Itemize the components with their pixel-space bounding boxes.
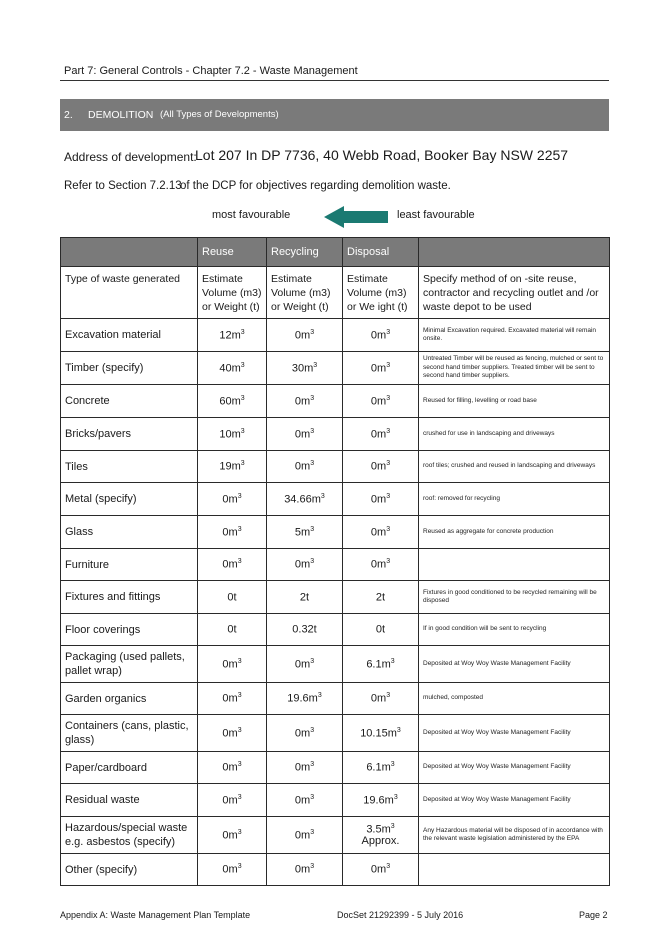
waste-type-cell: Other (specify) [61,854,198,886]
recycling-value: 0m [294,863,311,876]
recycling-cell [267,581,343,614]
table-row [61,319,610,352]
reuse-cell [198,752,267,784]
disposal-unit-power: 3 [390,657,395,665]
disposal-cell [343,319,419,352]
recycling-cell [267,385,343,418]
waste-table [60,237,610,886]
recycling-cell [267,784,343,817]
recycling-value: 0m [294,558,311,571]
disposal-value: 0m [370,428,387,441]
disposal-unit-power: 3 [390,822,395,830]
reuse-cell [198,581,267,614]
disposal-value: 0m [370,558,387,571]
table-header-row [61,238,610,267]
reuse-cell [198,451,267,483]
refer-section: Refer to Section 7.2.13 [64,180,182,192]
subheader-reuse: Estimate Volume (m3) or Weight (t) [198,267,267,319]
waste-type-cell: Glass [61,516,198,549]
recycling-cell [267,319,343,352]
method-cell: crushed for use in landscaping and driveways [419,418,610,451]
waste-type-cell: Floor coverings [61,614,198,646]
disposal-cell [343,854,419,886]
recycling-value: 0m [294,658,311,671]
method-cell: roof: removed for recycling [419,483,610,516]
table-row [61,549,610,581]
recycling-value: 2t [299,591,310,604]
subheader-type: Type of waste generated [61,267,198,319]
reuse-unit-power: 3 [237,492,242,500]
reuse-value: 0m [222,526,238,539]
disposal-unit-power: 3 [396,726,401,734]
table-row [61,817,610,854]
method-cell: Reused for filling, levelling or road base [419,385,610,418]
subheader-method: Specify method of on -site reuse, contractor and recycling outlet and /or waste depot to be used [419,267,610,319]
method-cell: Any Hazardous material will be disposed of in accordance with the relevant waste legislation administered by the EPA [419,817,610,854]
reuse-cell [198,683,267,715]
recycling-cell [267,549,343,581]
recycling-unit-power: 3 [310,828,315,836]
disposal-unit-power: 3 [390,761,395,769]
method-cell: Deposited at Woy Woy Waste Management Facility [419,752,610,784]
disposal-cell [343,784,419,817]
reuse-value: 10m [219,428,241,441]
reuse-value: 0t [227,623,237,636]
method-cell: roof tiles; crushed and reused in landscaping and driveways [419,451,610,483]
footer-left: Appendix A: Waste Management Plan Template [60,910,251,920]
reuse-unit-power: 3 [237,692,242,700]
waste-type-cell: Metal (specify) [61,483,198,516]
recycling-cell [267,451,343,483]
reuse-unit-power: 3 [240,361,245,369]
disposal-cell [343,451,419,483]
disposal-unit-power: 3 [386,460,391,468]
reuse-unit-power: 3 [237,525,242,533]
reuse-cell [198,817,267,854]
running-header: Part 7: General Controls - Chapter 7.2 - Waste Management [64,65,358,77]
waste-type-cell: Furniture [61,549,198,581]
table-row [61,784,610,817]
method-cell: Deposited at Woy Woy Waste Management Facility [419,784,610,817]
waste-type-cell: Packaging (used pallets, pallet wrap) [61,646,198,683]
subheader-recycling: Estimate Volume (m3) or Weight (t) [267,267,343,319]
waste-type-cell: Fixtures and fittings [61,581,198,614]
address-label: Address of development: [64,150,197,164]
recycling-value: 0m [294,727,311,740]
waste-type-cell: Containers (cans, plastic, glass) [61,715,198,752]
method-cell: Reused as aggregate for concrete production [419,516,610,549]
reuse-cell [198,319,267,352]
reuse-unit-power: 3 [240,427,245,435]
reuse-value: 40m [219,362,241,375]
header-recycling: Recycling [267,238,343,267]
reuse-value: 0m [222,727,238,740]
reuse-cell [198,614,267,646]
disposal-value: 10.15m [360,727,397,740]
waste-type-cell: Garden organics [61,683,198,715]
method-cell [419,854,610,886]
waste-type-cell: Paper/cardboard [61,752,198,784]
recycling-unit-power: 3 [310,427,315,435]
refer-text: of the DCP for objectives regarding demolition waste. [180,180,451,192]
reuse-unit-power: 3 [237,657,242,665]
footer-center: DocSet 21292399 - 5 July 2016 [337,910,464,920]
method-cell: Untreated Timber will be reused as fencing, mulched or sent to second hand timber suppliers. Treated timber will be sent to second hand timber suppliers. [419,352,610,385]
disposal-value: 6.1m [366,761,391,774]
method-cell: mulched, composted [419,683,610,715]
table-body [61,319,610,886]
recycling-cell [267,646,343,683]
recycling-value: 0m [294,829,311,842]
header-blank [61,238,198,267]
recycling-value: 19.6m [287,692,318,705]
reuse-value: 0m [222,493,238,506]
recycling-value: 0.32t [292,623,317,636]
disposal-value: 0m [370,493,387,506]
recycling-unit-power: 3 [310,863,315,871]
recycling-cell [267,352,343,385]
recycling-cell [267,683,343,715]
reuse-value: 0m [222,658,238,671]
method-cell: Deposited at Woy Woy Waste Management Facility [419,715,610,752]
disposal-unit-power: 3 [386,361,391,369]
disposal-value: 6.1m [366,658,391,671]
recycling-value: 34.66m [284,493,321,506]
reuse-unit-power: 3 [237,828,242,836]
disposal-unit-power: 3 [386,863,391,871]
reuse-unit-power: 3 [240,394,245,402]
reuse-value: 0m [222,558,238,571]
disposal-cell [343,752,419,784]
recycling-unit-power: 3 [310,460,315,468]
reuse-cell [198,352,267,385]
recycling-cell [267,817,343,854]
recycling-value: 0m [294,794,311,807]
reuse-unit-power: 3 [237,793,242,801]
reuse-cell [198,549,267,581]
table-row [61,451,610,483]
section-number: 2. [64,109,73,121]
reuse-value: 60m [219,395,241,408]
disposal-value: 0m [370,329,387,342]
recycling-unit-power: 3 [310,558,315,566]
header-disposal: Disposal [343,238,419,267]
reuse-cell [198,516,267,549]
table-row [61,418,610,451]
disposal-cell [343,581,419,614]
most-favourable-label: most favourable [212,209,291,221]
reuse-unit-power: 3 [237,863,242,871]
reuse-cell [198,784,267,817]
header-reuse: Reuse [198,238,267,267]
table-row [61,483,610,516]
disposal-value: 19.6m [363,794,394,807]
disposal-cell [343,352,419,385]
reuse-unit-power: 3 [240,328,245,336]
waste-type-cell: Timber (specify) [61,352,198,385]
reuse-cell [198,418,267,451]
disposal-cell [343,817,419,854]
section-banner [60,99,609,131]
disposal-unit-power: 3 [386,525,391,533]
recycling-cell [267,614,343,646]
table-row [61,683,610,715]
recycling-value: 0m [294,761,311,774]
disposal-cell [343,516,419,549]
disposal-value: 3.5m [366,823,391,836]
recycling-unit-power: 3 [310,726,315,734]
table-row [61,352,610,385]
table-row [61,715,610,752]
reuse-value: 12m [219,329,241,342]
recycling-cell [267,516,343,549]
reuse-value: 19m [219,460,241,473]
recycling-cell [267,752,343,784]
table-subheader-row [61,267,610,319]
method-cell: Deposited at Woy Woy Waste Management Facility [419,646,610,683]
recycling-unit-power: 3 [317,692,322,700]
table-row [61,581,610,614]
reuse-unit-power: 3 [237,558,242,566]
table-row [61,854,610,886]
disposal-cell [343,683,419,715]
reuse-value: 0m [222,761,238,774]
recycling-value: 0m [294,395,311,408]
disposal-value: 0m [370,526,387,539]
disposal-cell [343,715,419,752]
disposal-cell [343,549,419,581]
reuse-cell [198,646,267,683]
disposal-cell [343,483,419,516]
recycling-value: 0m [294,428,311,441]
recycling-value: 5m [294,526,311,539]
waste-type-cell: Excavation material [61,319,198,352]
recycling-value: 30m [291,362,314,375]
recycling-cell [267,715,343,752]
section-subtitle: (All Types of Developments) [160,109,279,120]
disposal-value: 0m [370,362,387,375]
reuse-value: 0m [222,863,238,876]
disposal-unit-power: 3 [386,394,391,402]
disposal-value: 2t [375,591,386,604]
recycling-unit-power: 3 [310,761,315,769]
table-row [61,516,610,549]
disposal-cell [343,646,419,683]
subheader-disposal: Estimate Volume (m3) or We ight (t) [343,267,419,319]
disposal-cell [343,614,419,646]
address-value: Lot 207 In DP 7736, 40 Webb Road, Booker Bay NSW 2257 [195,147,569,163]
table-row [61,614,610,646]
disposal-unit-power: 3 [393,793,398,801]
reuse-value: 0m [222,829,238,842]
disposal-cell [343,385,419,418]
reuse-unit-power: 3 [240,460,245,468]
section-title: DEMOLITION [88,109,154,121]
reuse-value: 0m [222,794,238,807]
method-cell [419,549,610,581]
waste-type-cell: Residual waste [61,784,198,817]
header-method-blank [419,238,610,267]
disposal-unit-power: 3 [386,492,391,500]
footer-page: Page 2 [579,910,608,920]
recycling-cell [267,854,343,886]
reuse-unit-power: 3 [237,726,242,734]
recycling-unit-power: 3 [310,793,315,801]
table-row [61,646,610,683]
waste-type-cell: Bricks/pavers [61,418,198,451]
reuse-value: 0m [222,692,238,705]
waste-type-cell: Tiles [61,451,198,483]
disposal-value: 0m [370,460,387,473]
disposal-value: 0m [370,863,387,876]
header-rule [60,80,609,81]
disposal-value: 0m [370,395,387,408]
left-arrow-icon [324,206,388,228]
disposal-value: 0t [375,623,386,636]
recycling-unit-power: 3 [313,361,318,369]
recycling-cell [267,418,343,451]
reuse-value: 0t [227,591,237,604]
recycling-value: 0m [294,329,311,342]
reuse-cell [198,483,267,516]
reuse-unit-power: 3 [237,761,242,769]
disposal-extra: Approx. [361,835,400,848]
method-cell: If in good condition will be sent to recycling [419,614,610,646]
table-row [61,385,610,418]
least-favourable-label: least favourable [397,209,475,221]
reuse-cell [198,385,267,418]
disposal-unit-power: 3 [386,328,391,336]
recycling-cell [267,483,343,516]
recycling-unit-power: 3 [310,525,315,533]
recycling-value: 0m [294,460,311,473]
recycling-unit-power: 3 [320,492,325,500]
waste-type-cell: Hazardous/special waste e.g. asbestos (specify) [61,817,198,854]
disposal-unit-power: 3 [386,692,391,700]
disposal-unit-power: 3 [386,427,391,435]
reuse-cell [198,854,267,886]
disposal-cell [343,418,419,451]
disposal-value: 0m [370,692,387,705]
method-cell: Minimal Excavation required. Excavated material will remain onsite. [419,319,610,352]
method-cell: Fixtures in good conditioned to be recycled remaining will be disposed [419,581,610,614]
recycling-unit-power: 3 [310,657,315,665]
recycling-unit-power: 3 [310,394,315,402]
reuse-cell [198,715,267,752]
recycling-unit-power: 3 [310,328,315,336]
table-row [61,752,610,784]
waste-type-cell: Concrete [61,385,198,418]
disposal-unit-power: 3 [386,558,391,566]
